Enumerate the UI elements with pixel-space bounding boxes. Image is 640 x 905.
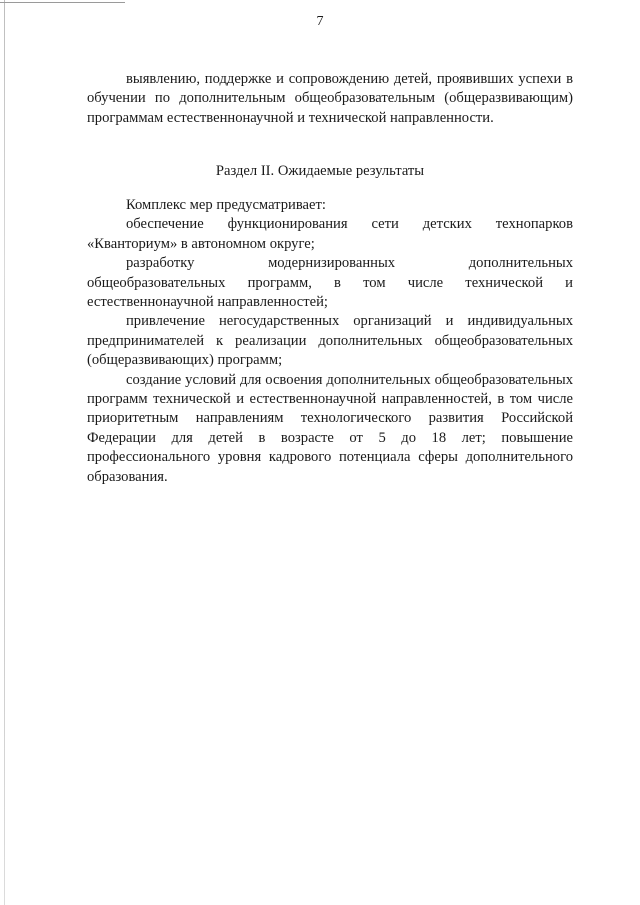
measures-block — [87, 196, 573, 487]
section-title: Раздел II. Ожидаемые результаты — [215, 163, 425, 179]
measure-item-4: создание условий для освоения дополнительных общеобразовательных программ технической и естественнонаучной направленностей, в том числе приоритетным направлениям технологического развития Российской Федерации для детей в возрасте от 5 до 18 лет; повышение профессионального уровня кадрового потенциала сферы дополнительного образования. — [87, 371, 573, 485]
page-number: 7 — [316, 14, 324, 29]
intro-paragraph-block — [87, 70, 573, 128]
scan-edge-left — [4, 0, 5, 905]
measure-item-2: разработку модернизированных дополнительных общеобразовательных программ, в том числе технической и естественнонаучной направленностей; — [87, 255, 573, 311]
lead-in-paragraph: Комплекс мер предусматривает: — [126, 197, 326, 213]
scan-edge-top — [0, 2, 125, 3]
measure-item-3: привлечение негосударственных организаций и индивидуальных предпринимателей к реализации дополнительных общеобразовательных (общеразвивающих) программ; — [87, 313, 573, 369]
measure-item-1: обеспечение функционирования сети детских технопарков «Кванториум» в автономном округе; — [87, 216, 573, 252]
intro-paragraph: выявлению, поддержке и сопровождению детей, проявивших успехи в обучении по дополнительным общеобразовательным (общеразвивающим) программам естественнонаучной и технической направленности. — [87, 71, 573, 126]
